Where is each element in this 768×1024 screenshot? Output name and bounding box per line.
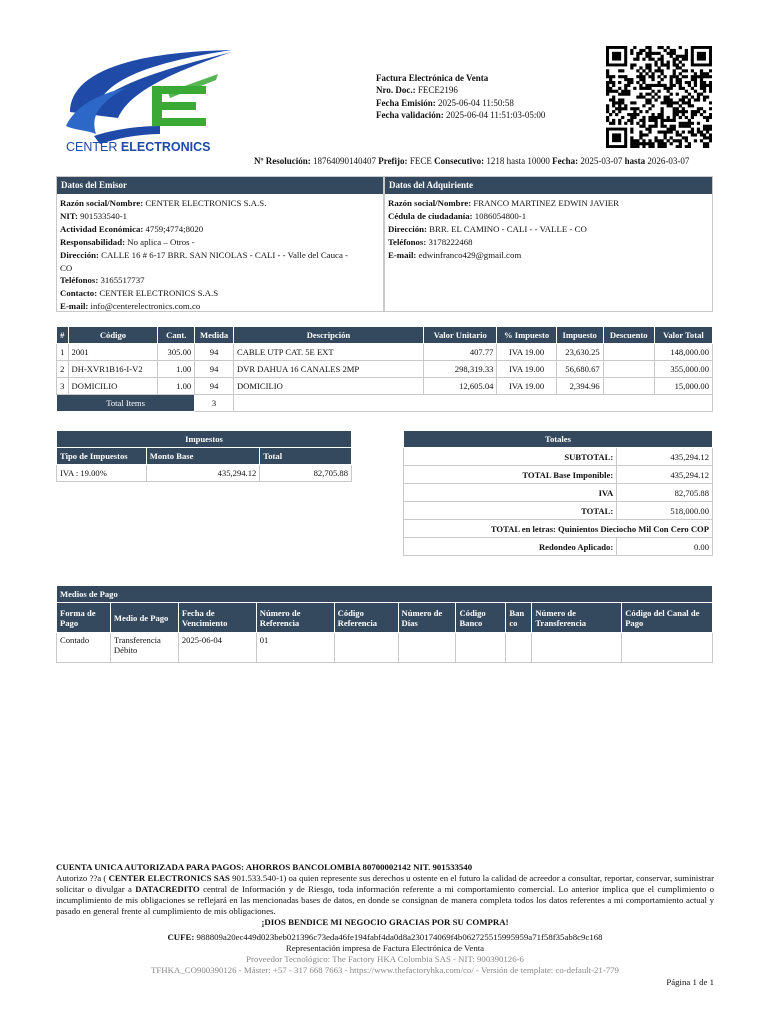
totales-label: TOTAL: (404, 502, 617, 520)
cufe-value: 988809a20ec449d023beb021396c73eda46fe194fabf4da0d8a230174069f4b062725515995959a71f58f35ab8c9c168 (196, 932, 603, 942)
table-row (404, 484, 713, 502)
table-row (404, 520, 713, 538)
table-cell: IVA 19.00 (497, 344, 556, 361)
emisor-label: Actividad Económica: (60, 223, 144, 234)
autorizo-part: 901.533.540-1) oa quien represente sus derechos u ostente en el futuro la calidad de acreedor a consultar, reportar, conservar, suministrar solicitar o divulgar a (56, 873, 714, 894)
table-row (404, 466, 713, 484)
totales-label: SUBTOTAL: (404, 448, 617, 466)
table-cell: Transferencia Débito (110, 633, 178, 663)
adquiriente-label: Razón social/Nombre: (388, 198, 472, 208)
emisor-rows (57, 194, 383, 316)
impuestos-table (56, 430, 352, 482)
bendice-text: ¡DIOS BENDICE MI NEGOCIO GRACIAS POR SU COMPRA! (261, 917, 509, 927)
emisor-value: 3165517737 (100, 275, 145, 286)
table-cell: 94 (195, 344, 234, 361)
items-header: Medida (195, 327, 234, 344)
adquiriente-value: FRANCO MARTINEZ EDWIN JAVIER (473, 198, 620, 208)
emisor-value: info@centerelectronics.com.co (90, 301, 201, 312)
table-cell: 94 (195, 361, 234, 378)
totales-title-row (404, 431, 713, 448)
totales-table (403, 430, 713, 556)
table-cell: IVA : 19.00% (57, 465, 147, 482)
prefijo-label: Prefijo: (378, 156, 408, 166)
emisor-label: NIT: (60, 210, 78, 221)
autorizo-datacredito: DATACREDITO (135, 884, 200, 894)
qr-code (606, 46, 712, 148)
table-cell (622, 633, 713, 663)
consecutivo-label: Consecutivo: (434, 156, 485, 166)
proveedor-text: Proveedor Tecnológico: The Factory HKA Colombia SAS - NIT: 900390126-6 (246, 954, 524, 964)
doc-number-value: FECE2196 (417, 85, 458, 96)
table-cell: 23,630.25 (556, 344, 603, 361)
emisor-label: Razón social/Nombre: (60, 198, 144, 208)
table-cell: 82,705.88 (260, 465, 352, 482)
pago-header: Código del Canal de Pago (622, 603, 713, 633)
pago-table (56, 585, 713, 663)
page-number: Página 1 de 1 (666, 977, 714, 987)
table-cell: DVR DAHUA 16 CANALES 2MP (233, 361, 423, 378)
impuestos-header: Total (260, 448, 352, 465)
table-row (57, 361, 713, 378)
pago-header: Medio de Pago (110, 603, 178, 633)
emision-label: Fecha Emisión: (376, 97, 436, 108)
table-row (57, 465, 352, 482)
autorizo-part: Autorizo ??a ( (56, 873, 107, 883)
items-header: Valor Total (654, 327, 712, 344)
fecha-label: Fecha: (552, 156, 579, 166)
items-header: Valor Unitario (423, 327, 497, 344)
resolution-value: 18764090140407 (312, 156, 376, 166)
totales-value: 435,294.12 (617, 448, 713, 466)
table-row (404, 448, 713, 466)
table-cell: 1.00 (158, 361, 195, 378)
hasta-label: hasta (624, 156, 646, 166)
table-cell: 01 (256, 633, 334, 663)
emisor-label: Dirección: (60, 249, 99, 260)
pago-header: Fecha de Vencimiento (178, 603, 256, 633)
table-cell: 2025-06-04 (178, 633, 256, 663)
total-letras: TOTAL en letras: Quinientos Dieciocho Mil Con Cero COP (404, 520, 713, 538)
table-cell: 407.77 (423, 344, 497, 361)
items-header: Cant. (158, 327, 195, 344)
emisor-title: Datos del Emisor (57, 177, 383, 194)
table-cell: DOMICILIO (68, 378, 158, 395)
emisor-value: CENTER ELECTRONICS S.A.S (99, 288, 219, 299)
adquiriente-rows (385, 194, 712, 265)
emision-value: 2025-06-04 11:50:58 (438, 97, 514, 108)
pago-header-row (57, 603, 713, 633)
items-header: Impuesto (556, 327, 603, 344)
pago-title: Medios de Pago (57, 586, 713, 603)
table-cell: IVA 19.00 (497, 361, 556, 378)
emisor-section (56, 176, 384, 312)
redondeo-value: 0.00 (617, 538, 713, 556)
totales-label: IVA (404, 484, 617, 502)
table-cell: CABLE UTP CAT. 5E EXT (233, 344, 423, 361)
adquiriente-label: Cédula de ciudadanía: (388, 210, 473, 221)
impuestos-title: Impuestos (57, 431, 352, 448)
totales-value: 82,705.88 (617, 484, 713, 502)
adquiriente-label: E-mail: (388, 249, 417, 260)
table-cell: 2001 (68, 344, 158, 361)
table-cell: Contado (57, 633, 111, 663)
prefijo-value: FECE (409, 156, 432, 166)
table-cell (506, 633, 532, 663)
table-cell (603, 378, 654, 395)
emisor-value: CENTER ELECTRONICS S.A.S. (145, 198, 267, 208)
company-logo (56, 44, 238, 158)
document-title: Factura Electrónica de Venta (376, 73, 489, 83)
table-cell: 148,000.00 (654, 344, 712, 361)
pago-header: Código Referencia (334, 603, 398, 633)
adquiriente-value: 1086054800-1 (474, 210, 527, 221)
table-cell (603, 344, 654, 361)
totales-value: 435,294.12 (617, 466, 713, 484)
doc-number-label: Nro. Doc.: (376, 85, 416, 96)
table-cell: 305.00 (158, 344, 195, 361)
table-row (404, 538, 713, 556)
table-row (57, 344, 713, 361)
items-header: Código (68, 327, 158, 344)
autorizo-part: central de Información y de Riesgo, toda información referente a mi comportamiento comercial. Lo anterior implica que el cumplimiento o incumplimiento de mis obligaciones se reflejará en las mencionadas bases de datos, en donde se consignan de manera completa todos los datos referentes a mi comportamiento actual y pasado en general frente al cumplimiento de mis obligaciones. (56, 884, 715, 916)
emisor-label: Contacto: (60, 288, 98, 299)
table-cell: 435,294.12 (146, 465, 260, 482)
table-cell (398, 633, 456, 663)
emisor-label: Teléfonos: (60, 275, 99, 286)
pago-header: Número de Días (398, 603, 456, 633)
emisor-label: Responsabilidad: (60, 236, 126, 247)
document-header (376, 72, 545, 122)
consecutivo-value: 1218 hasta 10000 (486, 156, 550, 166)
table-cell: 56,680.67 (556, 361, 603, 378)
items-header: Descuento (603, 327, 654, 344)
emisor-value: 4759;4774;8020 (145, 223, 204, 234)
items-header: % Impuesto (497, 327, 556, 344)
impuestos-header: Tipo de Impuestos (57, 448, 147, 465)
emisor-label: E-mail: (60, 301, 89, 312)
emisor-value: CALLE 16 # 6-17 BRR. SAN NICOLAS - CALI - - Valle del Cauca - (101, 249, 348, 260)
cufe-line (56, 932, 714, 943)
pago-header: Número de Transferencia (532, 603, 622, 633)
footer (56, 862, 714, 988)
adquiriente-value: edwinfranco429@gmail.com (418, 249, 522, 260)
emisor-value: No aplica – Otros - (127, 236, 195, 247)
resolution-line (254, 156, 689, 166)
pago-title-row (57, 586, 713, 603)
pago-header: Número de Referencia (256, 603, 334, 633)
table-cell (603, 361, 654, 378)
redondeo-label: Redondeo Aplicado: (404, 538, 617, 556)
table-cell: 94 (195, 378, 234, 395)
logo-brand-left: CENTER (66, 140, 118, 154)
impuestos-header: Monto Base (146, 448, 260, 465)
table-cell: 1 (57, 344, 69, 361)
total-items-label: Total Items (57, 395, 195, 412)
adquiriente-value: BRR. EL CAMINO - CALI - - VALLE - CO (429, 223, 587, 234)
table-cell (334, 633, 398, 663)
table-cell: DH-XVR1B16-I-V2 (68, 361, 158, 378)
table-cell: IVA 19.00 (497, 378, 556, 395)
total-items-row (57, 395, 713, 412)
pago-header: Ban co (506, 603, 532, 633)
pago-header: Forma de Pago (57, 603, 111, 633)
impuestos-header-row (57, 448, 352, 465)
totales-label: TOTAL Base Imponible: (404, 466, 617, 484)
table-cell: DOMICILIO (233, 378, 423, 395)
table-cell: 355,000.00 (654, 361, 712, 378)
logo-brand-right: ELECTRONICS (120, 140, 211, 154)
table-cell: 2,394.96 (556, 378, 603, 395)
items-header: Descripción (233, 327, 423, 344)
autorizacion-text (56, 873, 714, 917)
fecha-value: 2025-03-07 (580, 156, 623, 166)
table-cell: 3 (57, 378, 69, 395)
representacion-text: Representación impresa de Factura Electrónica de Venta (285, 943, 485, 953)
validacion-label: Fecha validación: (376, 110, 444, 121)
items-header-row (57, 327, 713, 344)
emisor-value: 901533540-1 (80, 210, 128, 221)
cufe-label: CUFE: (167, 932, 195, 942)
adquiriente-section (384, 176, 713, 312)
pago-header: Código Banco (456, 603, 506, 633)
table-row (57, 378, 713, 395)
total-items-value: 3 (195, 395, 234, 412)
hasta-value: 2026-03-07 (647, 156, 690, 166)
validacion-value: 2025-06-04 11:51:03-05:00 (446, 110, 546, 121)
items-header: # (57, 327, 69, 344)
total-items-spacer (233, 395, 712, 412)
table-cell: 12,605.04 (423, 378, 497, 395)
table-cell: 1.00 (158, 378, 195, 395)
totales-title: Totales (404, 431, 713, 448)
adquiriente-label: Dirección: (388, 223, 427, 234)
totales-value: 518,000.00 (617, 502, 713, 520)
autorizo-company: CENTER ELECTRONICS SAS (108, 873, 230, 883)
emisor-value: CO (60, 262, 73, 273)
adquiriente-label: Teléfonos: (388, 236, 427, 247)
table-cell (532, 633, 622, 663)
table-cell (456, 633, 506, 663)
items-table (56, 326, 713, 412)
adquiriente-value: 3178222468 (428, 236, 473, 247)
adquiriente-title: Datos del Adquiriente (385, 177, 712, 194)
impuestos-title-row (57, 431, 352, 448)
table-row (404, 502, 713, 520)
table-cell: 298,319.33 (423, 361, 497, 378)
table-cell: 2 (57, 361, 69, 378)
table-row (57, 633, 713, 663)
table-cell: 15,000.00 (654, 378, 712, 395)
resolution-label: Nº Resolución: (254, 156, 311, 166)
cuenta-unica: CUENTA UNICA AUTORIZADA PARA PAGOS: AHORROS BANCOLOMBIA 80700002142 NIT. 901533540 (56, 862, 473, 872)
tfhka-text: TFHKA_CO900390126 - Máster: +57 - 317 668 7663 - https://www.thefactoryhka.com/co/ - Versión de template: co-default-21-779 (151, 965, 619, 975)
